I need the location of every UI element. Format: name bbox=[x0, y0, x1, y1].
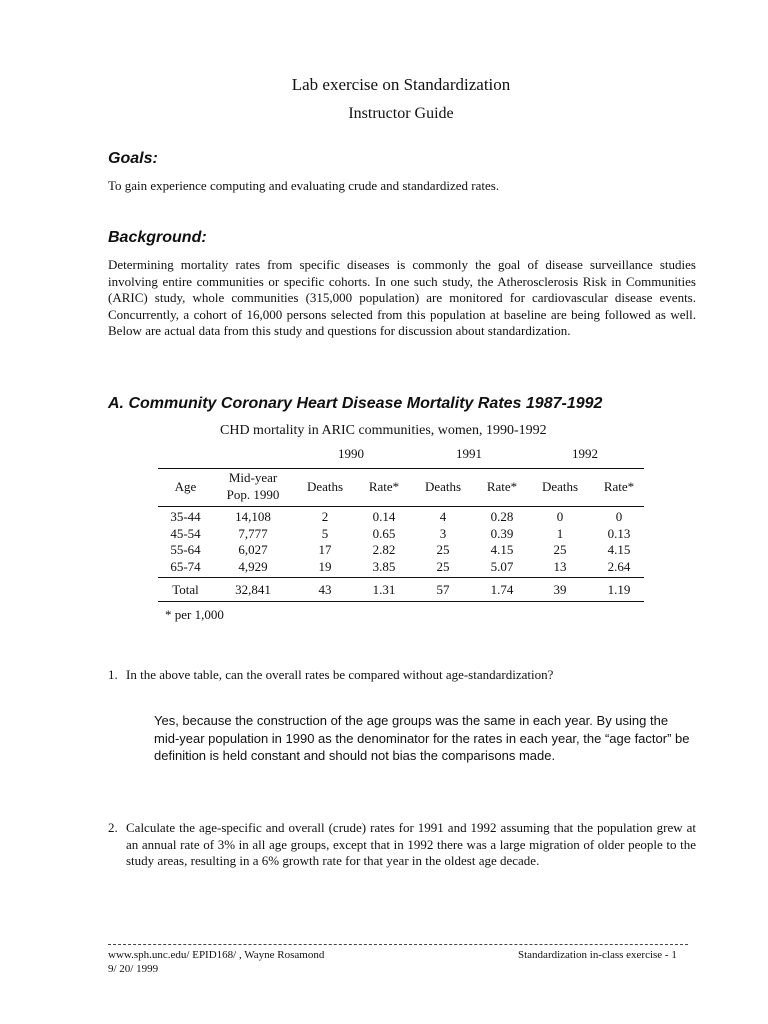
table-cell-rate-1992: 4.15 bbox=[607, 542, 631, 557]
footer-url-author: www.sph.unc.edu/ EPID168/ , Wayne Rosamond bbox=[108, 949, 325, 961]
table-cell-deaths-1991: 25 bbox=[436, 558, 450, 574]
table-cell-population: 14,108 bbox=[235, 509, 271, 524]
total-cell-deaths-1991: 57 bbox=[436, 582, 450, 597]
table-cell-age: 45-54 bbox=[170, 525, 201, 541]
footer-rule bbox=[108, 944, 688, 945]
section-a-heading: A. Community Coronary Heart Disease Mortality Rates 1987-1992 bbox=[108, 395, 603, 412]
year-1991: 1991 bbox=[456, 446, 482, 461]
total-cell-rate-1991: 1.74 bbox=[490, 582, 514, 597]
footer-date: 9/ 20/ 1999 bbox=[108, 963, 159, 975]
table-cell-rate-1991: 0.39 bbox=[490, 525, 514, 541]
question-1-text: In the above table, can the overall rates be compared without age-standardization? bbox=[126, 667, 554, 682]
question-2-text: Calculate the age-specific and overall (crude) rates for 1991 and 1992 assuming that the population grew at an annual rate of 3% in all age groups, except that in 1992 there was a large migration of older people to the study areas, resulting in a 6% growth rate for that year in the oldest age decade. bbox=[126, 820, 696, 868]
table-cell-deaths-1990: 5 bbox=[321, 525, 329, 541]
total-cell-deaths-1990: 43 bbox=[318, 582, 332, 597]
table-cell-rate-1990: 0.14 bbox=[372, 509, 396, 524]
header-deaths-1991: Deaths bbox=[424, 479, 462, 494]
header-pop-line2: Pop. 1990 bbox=[226, 487, 280, 502]
table-cell-rate-1991: 5.07 bbox=[490, 558, 514, 574]
question-2-number: 2. bbox=[108, 820, 118, 835]
table-cell-deaths-1990: 2 bbox=[321, 509, 329, 524]
table-cell-deaths-1992: 25 bbox=[553, 542, 567, 557]
table-cell-age: 65-74 bbox=[170, 558, 201, 574]
year-1990: 1990 bbox=[338, 446, 364, 461]
header-rate-1990: Rate* bbox=[368, 479, 400, 494]
table-cell-age: 35-44 bbox=[170, 509, 201, 524]
header-rate-1992: Rate* bbox=[603, 479, 635, 494]
table-total-rule bbox=[158, 577, 644, 578]
table-cell-deaths-1991: 25 bbox=[436, 542, 450, 557]
table-cell-rate-1992: 2.64 bbox=[607, 558, 631, 574]
table-footnote: * per 1,000 bbox=[165, 607, 224, 622]
table-cell-population: 6,027 bbox=[238, 542, 268, 557]
question-2 bbox=[108, 820, 696, 870]
background-text: Determining mortality rates from specific diseases is commonly the goal of disease surveillance studies involving entire communities or specific cohorts. In one such study, the Atherosclerosis Risk in Communities (ARIC) study, whole communities (315,000 population) are monitored for cardiovascular disease events. Concurrently, a cohort of 16,000 persons selected from this population at baseline are being followed as well. Below are actual data from this study and questions for discussion about standardization. bbox=[108, 257, 696, 338]
total-cell-rate-1992: 1.19 bbox=[607, 582, 631, 597]
table-cell-rate-1992: 0.13 bbox=[607, 525, 631, 541]
year-1992: 1992 bbox=[572, 446, 598, 461]
question-1 bbox=[108, 667, 696, 684]
table-cell-deaths-1990: 17 bbox=[318, 542, 332, 557]
background-heading: Background: bbox=[108, 229, 207, 246]
header-age: Age bbox=[174, 479, 197, 494]
total-cell-rate-1990: 1.31 bbox=[372, 582, 396, 597]
table-cell-rate-1990: 3.85 bbox=[372, 558, 396, 574]
table-cell-age: 55-64 bbox=[170, 542, 201, 557]
question-1-answer: Yes, because the construction of the age groups was the same in each year. By using the mid-year population in 1990 as the denominator for the rates in each year, the “age factor” be definition is held constant and should not bias the comparisons made. bbox=[154, 713, 690, 763]
goals-heading: Goals: bbox=[108, 150, 158, 167]
goals-text: To gain experience computing and evaluating crude and standardized rates. bbox=[108, 178, 500, 193]
table-cell-deaths-1992: 0 bbox=[556, 509, 564, 524]
table-cell-deaths-1990: 19 bbox=[318, 558, 332, 574]
table-cell-deaths-1991: 3 bbox=[439, 525, 447, 541]
total-cell-population: 32,841 bbox=[235, 582, 271, 597]
table-cell-deaths-1992: 1 bbox=[556, 525, 564, 541]
table-cell-rate-1991: 4.15 bbox=[490, 542, 514, 557]
table-top-rule bbox=[158, 468, 644, 469]
table-cell-deaths-1991: 4 bbox=[439, 509, 447, 524]
table-cell-population: 7,777 bbox=[238, 525, 268, 541]
footer-page-label: Standardization in-class exercise - 1 bbox=[518, 949, 677, 961]
table-caption: CHD mortality in ARIC communities, women, 1990-1992 bbox=[220, 423, 547, 438]
table-cell-deaths-1992: 13 bbox=[553, 558, 567, 574]
header-pop-line1: Mid-year bbox=[228, 470, 278, 485]
page-title: Lab exercise on Standardization bbox=[291, 75, 511, 94]
header-deaths-1990: Deaths bbox=[306, 479, 344, 494]
table-cell-rate-1990: 2.82 bbox=[372, 542, 396, 557]
table-header-rule bbox=[158, 506, 644, 507]
table-cell-rate-1991: 0.28 bbox=[490, 509, 514, 524]
total-cell-age: Total bbox=[172, 582, 199, 597]
table-cell-population: 4,929 bbox=[238, 558, 268, 574]
header-rate-1991: Rate* bbox=[486, 479, 518, 494]
table-cell-rate-1990: 0.65 bbox=[372, 525, 396, 541]
table-bottom-rule bbox=[158, 601, 644, 602]
question-1-number: 1. bbox=[108, 667, 118, 682]
header-deaths-1992: Deaths bbox=[541, 479, 579, 494]
table-cell-rate-1992: 0 bbox=[615, 509, 623, 524]
total-cell-deaths-1992: 39 bbox=[553, 582, 567, 597]
page-subtitle: Instructor Guide bbox=[348, 105, 454, 122]
